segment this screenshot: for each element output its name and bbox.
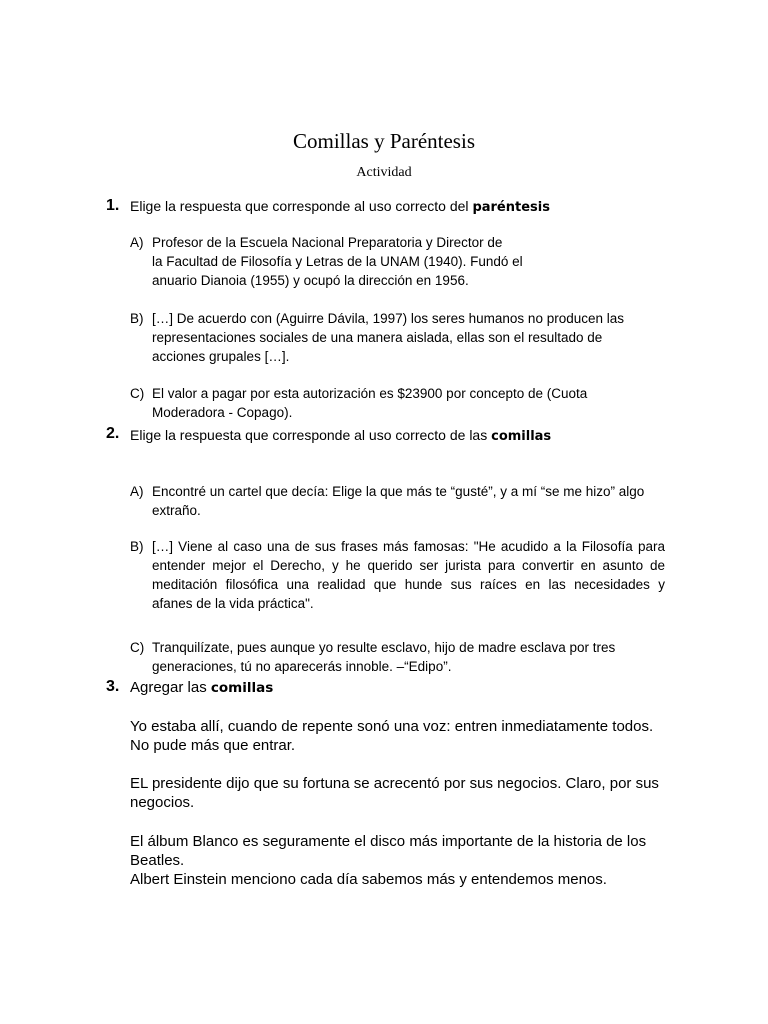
option-line: Moderadora - Copago). <box>152 405 293 420</box>
paragraph-line: Beatles. <box>130 852 185 869</box>
question-1-keyword: paréntesis <box>472 200 550 215</box>
option-line: […] De acuerdo con (Aguirre Dávila, 1997) los seres humanos no producen las <box>152 311 624 326</box>
option-line: representaciones sociales de una manera aislada, ellas son el resultado de <box>152 330 603 345</box>
question-2-prompt <box>130 424 551 448</box>
question-2-keyword: comillas <box>491 429 552 444</box>
question-1-option-b <box>130 309 665 366</box>
paragraph-line: No pude más que entrar. <box>130 737 296 754</box>
page-title: Comillas y Paréntesis <box>293 129 475 153</box>
option-line: acciones grupales […]. <box>152 349 290 364</box>
question-1-prompt <box>130 195 550 219</box>
question-3-prompt <box>130 678 273 698</box>
question-3-paragraph-2 <box>130 774 670 812</box>
question-2-option-c <box>130 638 665 676</box>
question-2-text: Elige la respuesta que corresponde al uso correcto de las <box>130 427 492 443</box>
question-2-option-a <box>130 482 665 520</box>
paragraph-line: Albert Einstein menciono cada día sabemos más y entendemos menos. <box>130 871 607 888</box>
option-line: El valor a pagar por esta autorización es $23900 por concepto de (Cuota <box>152 386 588 401</box>
paragraph-line: El álbum Blanco es seguramente el disco más importante de la historia de los <box>130 833 647 850</box>
question-3-keyword: comillas <box>210 680 274 696</box>
option-letter: C) <box>130 386 145 401</box>
option-line: anuario Dianoia (1955) y ocupó la dirección en 1956. <box>152 273 469 288</box>
option-line: Profesor de la Escuela Nacional Preparatoria y Director de <box>152 235 503 250</box>
question-1-option-a <box>130 233 665 290</box>
question-3-text: Agregar las <box>130 679 211 696</box>
option-line: extraño. <box>152 503 201 518</box>
option-line: la Facultad de Filosofía y Letras de la UNAM (1940). Fundó el <box>152 254 523 269</box>
option-letter: B) <box>130 539 144 554</box>
option-line: meditación filosófica una realidad que hunde sus raíces en las necesidades y <box>152 577 665 592</box>
option-line: afanes de la vida práctica". <box>152 596 314 611</box>
question-3-paragraph-1 <box>130 717 670 755</box>
question-1-option-c <box>130 384 665 422</box>
option-line: […] Viene al caso una de sus frases más famosas: "He acudido a la Filosofía para <box>152 539 665 554</box>
question-1-number: 1. <box>106 197 120 214</box>
page-subtitle: Actividad <box>356 165 412 180</box>
option-line: Tranquilízate, pues aunque yo resulte esclavo, hijo de madre esclava por tres <box>152 640 616 655</box>
question-2-option-b <box>130 537 665 613</box>
option-letter: A) <box>130 484 144 499</box>
option-letter: A) <box>130 235 144 250</box>
question-2-number: 2. <box>106 425 120 442</box>
question-3-paragraph-3 <box>130 832 670 889</box>
option-line: generaciones, tú no aparecerás innoble. –“Edipo”. <box>152 659 452 674</box>
question-1-text: Elige la respuesta que corresponde al uso correcto del <box>130 198 473 214</box>
option-letter: C) <box>130 640 145 655</box>
option-line: entender mejor el Derecho, y he querido ser jurista para convertir en asunto de <box>152 558 665 573</box>
paragraph-line: negocios. <box>130 794 195 811</box>
paragraph-line: Yo estaba allí, cuando de repente sonó una voz: entren inmediatamente todos. <box>130 718 654 735</box>
paragraph-line: EL presidente dijo que su fortuna se acrecentó por sus negocios. Claro, por sus <box>130 775 659 792</box>
option-line: Encontré un cartel que decía: Elige la que más te “gusté”, y a mí “se me hizo” algo <box>152 484 645 499</box>
question-3-number: 3. <box>106 678 120 695</box>
option-letter: B) <box>130 311 144 326</box>
